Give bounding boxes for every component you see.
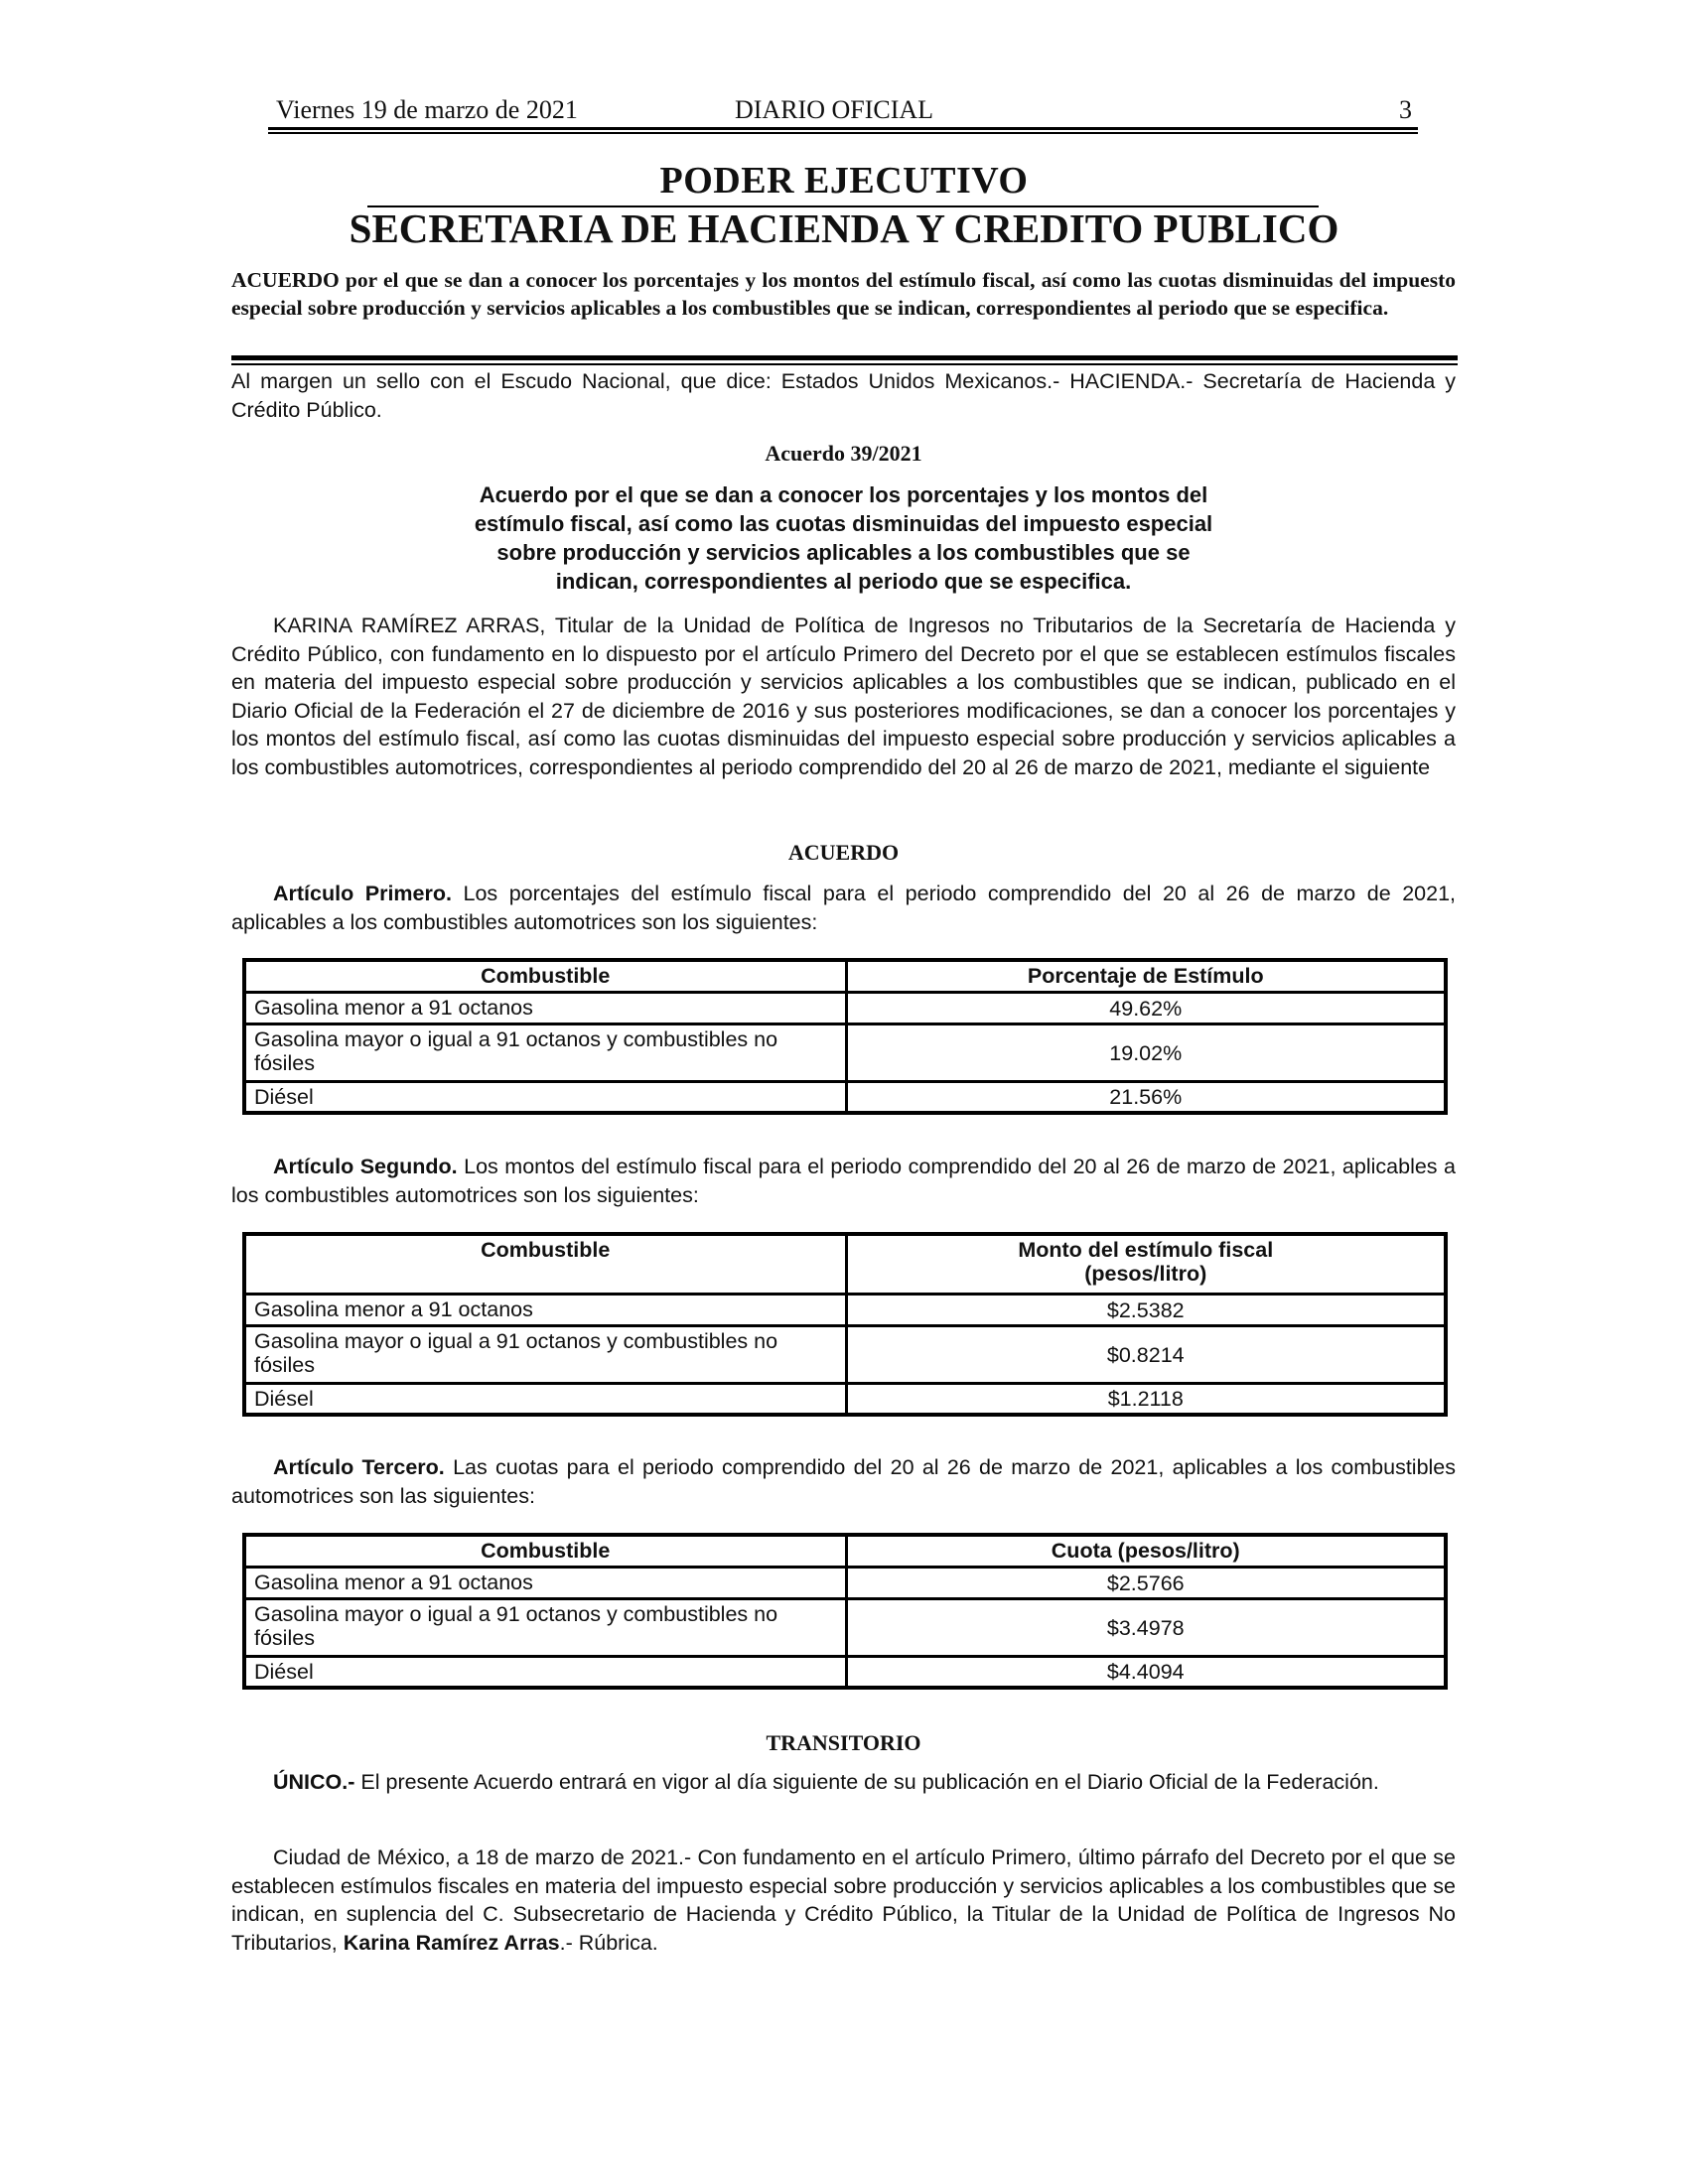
running-header — [268, 95, 1418, 125]
fuel-name: Gasolina menor a 91 octanos — [244, 1294, 846, 1325]
closing-text: Ciudad de México, a 18 de marzo de 2021.- Con fundamento en el artículo Primero, último párrafo del Decreto por el que se establecen estímulos fiscales en materia del impuesto especial sobre producción y servicios aplicables a los combustibles que se indican, en suplencia del C. Subsecretario de Hacienda y Crédito Público, la Titular de la Unidad de Política de Ingresos No Tributarios, — [231, 1845, 1456, 1955]
fuel-name: Gasolina mayor o igual a 91 octanos y combustibles no fósiles — [244, 1024, 846, 1081]
seal-note: Al margen un sello con el Escudo Nacional, que dice: Estados Unidos Mexicanos.- HACIENDA.- Secretaría de Hacienda y Crédito Público. — [231, 369, 1456, 422]
transitorio-label: ÚNICO.- — [273, 1770, 355, 1794]
table-row — [244, 1656, 1446, 1688]
column-header — [846, 1234, 1446, 1294]
table-row — [244, 1024, 1446, 1081]
header-publication: DIARIO OFICIAL — [735, 95, 934, 124]
table-header-row — [244, 960, 1446, 992]
fuel-value: $2.5382 — [846, 1294, 1446, 1325]
fuel-name: Gasolina mayor o igual a 91 octanos y combustibles no fósiles — [244, 1325, 846, 1383]
agreement-title-line: indican, correspondientes al periodo que se especifica. — [555, 569, 1132, 594]
fuel-value: $4.4094 — [846, 1656, 1446, 1688]
agreement-title-line: sobre producción y servicios aplicables a los combustibles que se — [496, 540, 1191, 565]
fuel-name: Diésel — [244, 1656, 846, 1688]
table-montos — [242, 1232, 1448, 1417]
fuel-value: $1.2118 — [846, 1383, 1446, 1415]
agreement-number: Acuerdo 39/2021 — [765, 441, 922, 466]
fuel-name: Diésel — [244, 1081, 846, 1113]
article-primero — [231, 880, 1456, 936]
article-text: Las cuotas para el periodo comprendido del 20 al 26 de marzo de 2021, aplicables a los combustibles automotrices son las siguientes: — [231, 1455, 1457, 1508]
table-porcentajes — [242, 958, 1448, 1115]
closing-suffix: .- Rúbrica. — [559, 1930, 658, 1955]
fuel-name: Gasolina menor a 91 octanos — [244, 1567, 846, 1598]
fuel-name: Gasolina mayor o igual a 91 octanos y combustibles no fósiles — [244, 1598, 846, 1656]
fuel-name: Diésel — [244, 1383, 846, 1415]
closing-paragraph — [231, 1843, 1456, 1957]
table-row — [244, 1081, 1446, 1113]
agreement-title-line: estímulo fiscal, así como las cuotas disminuidas del impuesto especial — [474, 511, 1213, 536]
header-rule-thin — [268, 132, 1418, 134]
signer-name: Karina Ramírez Arras — [343, 1930, 560, 1955]
ministry-heading: SECRETARIA DE HACIENDA Y CREDITO PUBLICO — [349, 205, 1339, 251]
fuel-value: 49.62% — [846, 992, 1446, 1024]
summary-rule-thick — [231, 355, 1458, 360]
preamble: KARINA RAMÍREZ ARRAS, Titular de la Unidad de Política de Ingresos no Tributarios de la Secretaría de Hacienda y Crédito Público, con fundamento en lo dispuesto por el artículo Primero del Decreto por el que se establecen estímulos fiscales en materia del impuesto especial sobre producción y servicios aplicables a los combustibles que se indican, publicado en el Diario Oficial de la Federación el 27 de diciembre de 2016 y sus posteriores modificaciones, se dan a conocer los porcentajes y los montos del estímulo fiscal, así como las cuotas disminuidas del impuesto especial sobre producción y servicios aplicables a los combustibles automotrices, correspondientes al periodo comprendido del 20 al 26 de marzo de 2021, mediante el siguiente — [231, 614, 1456, 779]
transitorio-unico — [231, 1768, 1456, 1797]
agreement-title-line: Acuerdo por el que se dan a conocer los porcentajes y los montos del — [479, 482, 1208, 507]
article-segundo — [231, 1153, 1456, 1209]
column-header: Combustible — [244, 1234, 846, 1294]
table-row — [244, 1325, 1446, 1383]
fuel-value: $3.4978 — [846, 1598, 1446, 1656]
column-header: Combustible — [244, 960, 846, 992]
acuerdo-heading: ACUERDO — [787, 840, 900, 865]
table-row — [244, 1598, 1446, 1656]
table-header-row — [244, 1234, 1446, 1294]
summary-rule-thin — [231, 363, 1458, 365]
article-label: Artículo Tercero. — [273, 1455, 445, 1479]
fuel-name: Gasolina menor a 91 octanos — [244, 992, 846, 1024]
article-label: Artículo Primero. — [273, 882, 452, 905]
article-label: Artículo Segundo. — [273, 1155, 458, 1178]
fuel-value: $2.5766 — [846, 1567, 1446, 1598]
table-row — [244, 992, 1446, 1024]
transitorio-heading: TRANSITORIO — [766, 1730, 921, 1755]
column-header: Cuota (pesos/litro) — [846, 1535, 1446, 1567]
header-page-number: 3 — [1399, 95, 1412, 124]
column-header: Combustible — [244, 1535, 846, 1567]
summary: ACUERDO por el que se dan a conocer los porcentajes y los montos del estímulo fiscal, así como las cuotas disminuidas del impuesto especial sobre producción y servicios aplicables a los combustibles que se indican, correspondientes al periodo que se especifica. — [231, 268, 1456, 320]
article-text: Los porcentajes del estímulo fiscal para el periodo comprendido del 20 al 26 de marzo de 2021, aplicables a los combustibles automotrices son los siguientes: — [231, 882, 1456, 934]
table-cuotas — [242, 1533, 1448, 1690]
column-header-line: Monto del estímulo fiscal — [1018, 1238, 1274, 1262]
table-header-row — [244, 1535, 1446, 1567]
article-text: Los montos del estímulo fiscal para el periodo comprendido del 20 al 26 de marzo de 2021, aplicables a los combustibles automotrices son los siguientes: — [231, 1155, 1456, 1207]
column-header: Porcentaje de Estímulo — [846, 960, 1446, 992]
table-row — [244, 1383, 1446, 1415]
article-tercero — [231, 1453, 1456, 1510]
header-rule-thick — [268, 127, 1418, 130]
fuel-value: 19.02% — [846, 1024, 1446, 1081]
transitorio-text: El presente Acuerdo entrará en vigor al día siguiente de su publicación en el Diario Oficial de la Federación. — [354, 1770, 1379, 1794]
branch-heading: PODER EJECUTIVO — [659, 160, 1029, 202]
fuel-value: $0.8214 — [846, 1325, 1446, 1383]
table-row — [244, 1294, 1446, 1325]
column-header-line: (pesos/litro) — [1084, 1262, 1207, 1286]
fuel-value: 21.56% — [846, 1081, 1446, 1113]
agreement-title — [231, 480, 1456, 596]
header-date: Viernes 19 de marzo de 2021 — [276, 95, 578, 124]
table-row — [244, 1567, 1446, 1598]
